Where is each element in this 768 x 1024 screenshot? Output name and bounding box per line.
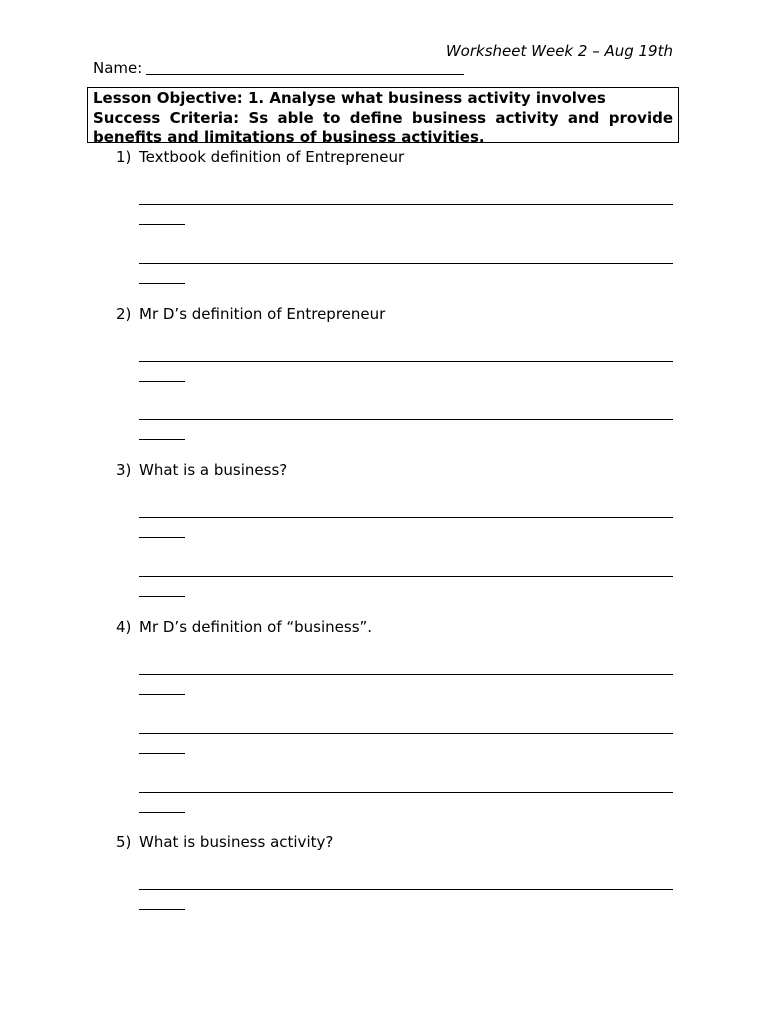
answer-line-tail[interactable] xyxy=(139,812,185,813)
answer-line[interactable] xyxy=(139,889,673,890)
answer-line-tail[interactable] xyxy=(139,753,185,754)
answer-line[interactable] xyxy=(139,576,673,577)
answer-line[interactable] xyxy=(139,674,673,675)
answer-line[interactable] xyxy=(139,263,673,264)
answer-line[interactable] xyxy=(139,517,673,518)
answer-line-tail[interactable] xyxy=(139,909,185,910)
lesson-objective-text: Lesson Objective: 1. Analyse what business activity involves xyxy=(93,89,606,107)
name-field-row xyxy=(93,59,464,77)
success-criteria-text: Success Criteria: Ss able to define business activity and provide xyxy=(93,108,673,127)
name-label: Name: xyxy=(93,59,143,77)
question-number: 4) xyxy=(116,618,132,636)
question-text: What is a business? xyxy=(139,461,288,479)
question-3 xyxy=(116,461,287,479)
name-blank-line[interactable] xyxy=(146,60,464,75)
question-number: 3) xyxy=(116,461,132,479)
question-2 xyxy=(116,305,385,323)
answer-line-tail[interactable] xyxy=(139,537,185,538)
answer-line-tail[interactable] xyxy=(139,381,185,382)
answer-line[interactable] xyxy=(139,792,673,793)
question-number: 2) xyxy=(116,305,132,323)
success-criteria-continuation: benefits and limitations of business activities. xyxy=(93,128,485,146)
question-number: 5) xyxy=(116,833,132,851)
lesson-objective-box xyxy=(87,87,679,146)
answer-line-tail[interactable] xyxy=(139,283,185,284)
question-text: What is business activity? xyxy=(139,833,334,851)
answer-line-tail[interactable] xyxy=(139,694,185,695)
question-text: Mr D’s definition of “business”. xyxy=(139,618,373,636)
question-4 xyxy=(116,618,372,636)
question-1 xyxy=(116,148,404,166)
answer-line-tail[interactable] xyxy=(139,224,185,225)
answer-line[interactable] xyxy=(139,733,673,734)
question-number: 1) xyxy=(116,148,132,166)
question-5 xyxy=(116,833,333,851)
answer-line[interactable] xyxy=(139,419,673,420)
question-text: Textbook definition of Entrepreneur xyxy=(139,148,405,166)
answer-line[interactable] xyxy=(139,204,673,205)
question-text: Mr D’s definition of Entrepreneur xyxy=(139,305,386,323)
answer-line[interactable] xyxy=(139,361,673,362)
answer-line-tail[interactable] xyxy=(139,439,185,440)
worksheet-date-heading: Worksheet Week 2 – Aug 19th xyxy=(445,42,673,60)
answer-line-tail[interactable] xyxy=(139,596,185,597)
